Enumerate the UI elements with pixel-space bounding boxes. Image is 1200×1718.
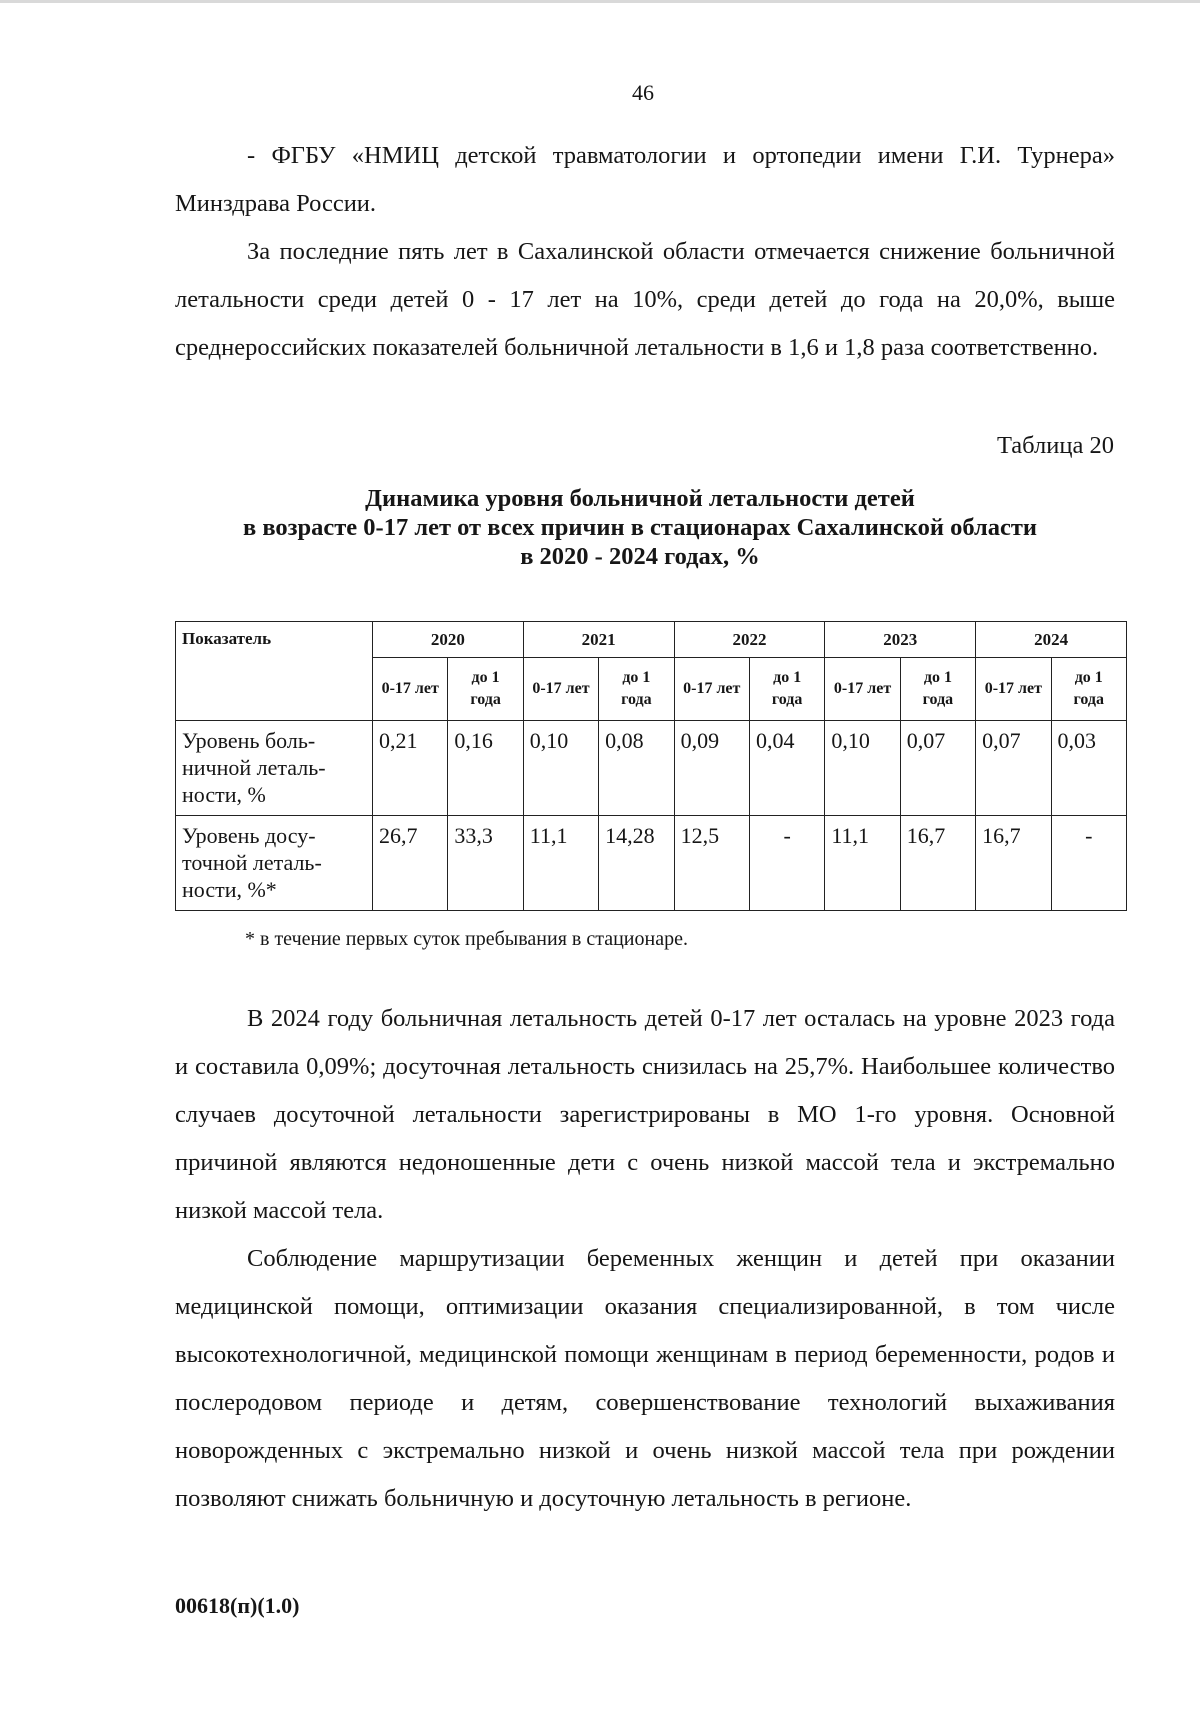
table-title bbox=[150, 484, 1130, 571]
table-cell: 11,1 bbox=[825, 816, 900, 911]
page-number: 46 bbox=[632, 80, 654, 105]
header-year: 2022 bbox=[674, 622, 825, 658]
table-cell: - bbox=[749, 816, 824, 911]
table-row bbox=[176, 721, 1127, 816]
table-cell: 0,07 bbox=[976, 721, 1051, 816]
paragraph-mortality-trend: За последние пять лет в Сахалинской области отмечается снижение больничной летальности среди детей 0 - 17 лет на 10%, среди детей до года на 20,0%, выше среднероссийских показателей больничной летальности в 1,6 и 1,8 раза соответственно. bbox=[175, 238, 1115, 361]
table-cell: 26,7 bbox=[373, 816, 448, 911]
table-cell: 16,7 bbox=[976, 816, 1051, 911]
table-row bbox=[176, 816, 1127, 911]
table-cell: 33,3 bbox=[448, 816, 523, 911]
table-cell: 12,5 bbox=[674, 816, 749, 911]
table-cell: 0,08 bbox=[599, 721, 674, 816]
table-label: Таблица 20 bbox=[996, 432, 1114, 459]
subheader-0-17: 0-17 лет bbox=[523, 658, 598, 721]
table-cell: 16,7 bbox=[900, 816, 975, 911]
table-title-line: в 2020 - 2024 годах, % bbox=[520, 543, 760, 570]
paragraph-routing-measures: Соблюдение маршрутизации беременных женщин и детей при оказании медицинской помощи, оптимизации оказания специализированной, в том числе высокотехнологичной, медицинской помощи женщинам в период беременности, родов и послеродовом периоде и детям, совершенствование технологий выхаживания новорожденных с экстремально низкой и очень низкой массой тела при рождении позволяют снижать больничную и досуточную летальность в регионе. bbox=[175, 1245, 1115, 1512]
paragraph-institution: - ФГБУ «НМИЦ детской травматологии и ортопедии имени Г.И. Турнера» Минздрава России. bbox=[175, 142, 1115, 217]
header-year: 2020 bbox=[373, 622, 524, 658]
table-cell: - bbox=[1051, 816, 1126, 911]
subheader-0-17: 0-17 лет bbox=[825, 658, 900, 721]
table-cell: 11,1 bbox=[523, 816, 598, 911]
table-title-line: Динамика уровня больничной летальности детей bbox=[365, 485, 915, 512]
table-cell: 0,07 bbox=[900, 721, 975, 816]
header-year: 2024 bbox=[976, 622, 1127, 658]
table-header-row bbox=[176, 622, 1127, 658]
table-cell: 0,21 bbox=[373, 721, 448, 816]
table-cell: 0,10 bbox=[523, 721, 598, 816]
subheader-0-17: 0-17 лет bbox=[373, 658, 448, 721]
table-cell: 14,28 bbox=[599, 816, 674, 911]
table-cell: 0,09 bbox=[674, 721, 749, 816]
table-cell: 0,10 bbox=[825, 721, 900, 816]
table-footnote: * в течение первых суток пребывания в стационаре. bbox=[245, 928, 688, 950]
subheader-under-1: до 1 года bbox=[749, 658, 824, 721]
subheader-under-1: до 1 года bbox=[900, 658, 975, 721]
page-top-edge bbox=[0, 0, 1200, 3]
document-code: 00618(п)(1.0) bbox=[175, 1593, 300, 1618]
paragraph-2024-results: В 2024 году больничная летальность детей 0-17 лет осталась на уровне 2023 года и составила 0,09%; досуточная летальность снизилась на 25,7%. Наибольшее количество случаев досуточной летальности зарегистрированы в МО 1-го уровня. Основной причиной являются недоношенные дети с очень низкой массой тела и экстремально низкой массой тела. bbox=[175, 1005, 1115, 1224]
subheader-under-1: до 1 года bbox=[1051, 658, 1126, 721]
subheader-0-17: 0-17 лет bbox=[674, 658, 749, 721]
table-cell: 0,04 bbox=[749, 721, 824, 816]
subheader-under-1: до 1 года bbox=[448, 658, 523, 721]
subheader-under-1: до 1 года bbox=[599, 658, 674, 721]
header-year: 2021 bbox=[523, 622, 674, 658]
table-title-line: в возрасте 0-17 лет от всех причин в стационарах Сахалинской области bbox=[243, 514, 1037, 541]
row-label: Уровень досу-точной леталь-ности, %* bbox=[176, 816, 373, 911]
mortality-table bbox=[175, 621, 1127, 911]
header-year: 2023 bbox=[825, 622, 976, 658]
table-cell: 0,03 bbox=[1051, 721, 1126, 816]
header-indicator: Показатель bbox=[176, 622, 373, 721]
table-cell: 0,16 bbox=[448, 721, 523, 816]
row-label: Уровень боль-ничной леталь-ности, % bbox=[176, 721, 373, 816]
subheader-0-17: 0-17 лет bbox=[976, 658, 1051, 721]
